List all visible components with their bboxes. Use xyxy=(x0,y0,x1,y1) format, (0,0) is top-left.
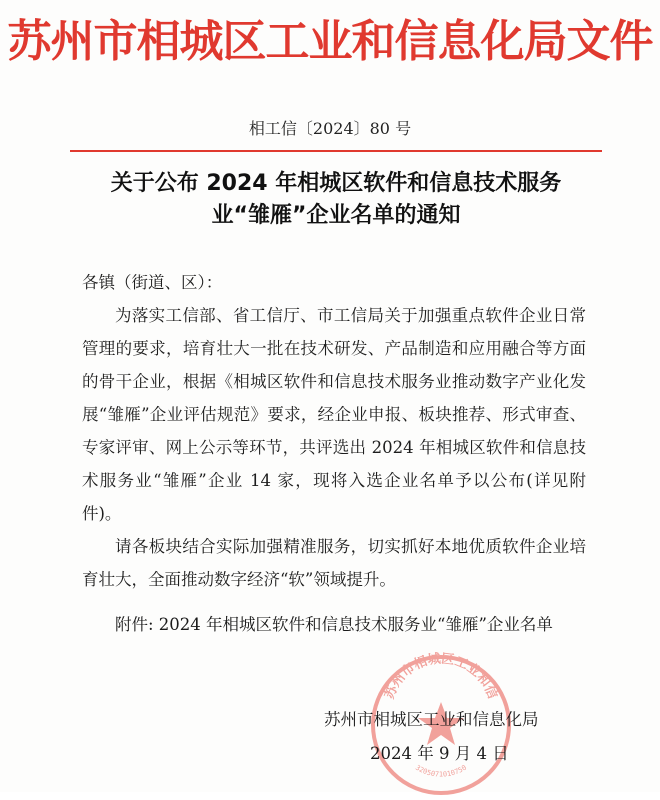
seal-serial-number: 3205071010750 xyxy=(413,763,469,779)
notice-body xyxy=(82,266,586,596)
salutation: 各镇（街道、区）： xyxy=(82,273,223,292)
notice-title-line-2: 业“雏雁”企业名单的通知 xyxy=(211,203,461,228)
body-paragraph-1: 为落实工信部、省工信厅、市工信局关于加强重点软件企业日常管理的要求，培育壮大一批在技术研发、产品制造和应用融合等方面的骨干企业，根据《相城区软件和信息技术服务业推动数字产业化发展“雏雁”企业评估规范》要求，经企业申报、板块推荐、形式审查、专家评审、网上公示等环节，共评选出 2024 年相城区软件和信息技术服务业“雏雁”企业 14 家，现将入选企业名单予以公布(详见附件)。 xyxy=(82,306,586,523)
signature-date: 2024 年 9 月 4 日 xyxy=(370,744,509,763)
document-number: 相工信〔2024〕80 号 xyxy=(248,119,412,138)
notice-title xyxy=(70,168,602,232)
signature-organization: 苏州市相城区工业和信息化局 xyxy=(324,710,539,729)
attachment-line: 附件: 2024 年相城区软件和信息技术服务业“雏雁”企业名单 xyxy=(115,615,553,634)
red-divider-line xyxy=(70,150,602,152)
seal-top-text: 苏州市相城区工业和信 xyxy=(382,651,500,702)
body-paragraph-2: 请各板块结合实际加强精准服务，切实抓好本地优质软件企业培育壮大，全面推动数字经济“软”领域提升。 xyxy=(82,537,586,589)
masthead-title: 苏州市相城区工业和信息化局文件 xyxy=(7,16,653,67)
notice-title-line-1: 关于公布 2024 年相城区软件和信息技术服务 xyxy=(110,171,562,196)
